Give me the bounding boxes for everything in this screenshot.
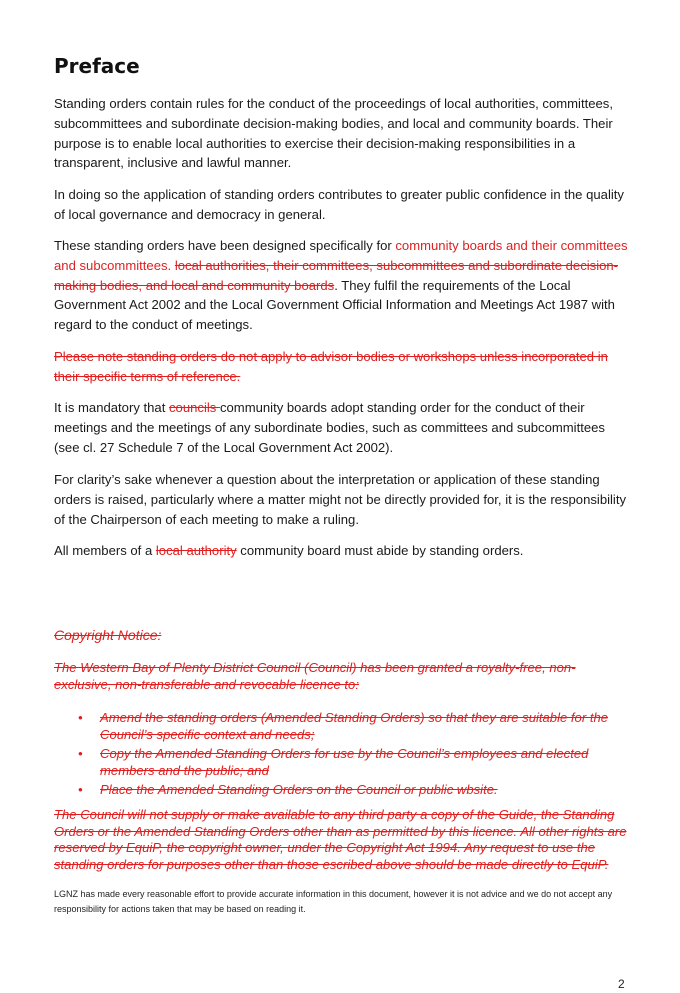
paragraph-7 (54, 541, 629, 561)
page-number: 2 (618, 977, 625, 991)
bullet-icon: • (78, 746, 83, 761)
paragraph-3 (54, 236, 629, 335)
paragraph-4-deleted: Please note standing orders do not apply to advisor bodies or workshops unless incorporated in their specific terms of reference. (54, 349, 608, 384)
p7-text-c: community board must abide by standing orders. (236, 543, 524, 558)
copyright-intro: The Western Bay of Plenty District Council (Council) has been granted a royalty-free, non-exclusive, non-transferable and revocable licence to: (54, 660, 576, 692)
paragraph-6: For clarity’s sake whenever a question about the interpretation or application of these standing orders is raised, particularly where a matter might not be directly provided for, it is the responsibility of the Chairperson of each meeting to make a ruling. (54, 472, 627, 527)
p5-text-c: community boards adopt standing order for the conduct of their meetings and the meetings of any subordinate bodies, such as committees and subcommittees (see cl. 27 Schedule 7 of the Local Government Act 2002). (54, 400, 605, 455)
p7-text-a: All members of a (54, 543, 156, 558)
paragraph-2: In doing so the application of standing orders contributes to greater public confidence in the quality of local governance and democracy in general. (54, 187, 624, 222)
list-item-text: Amend the standing orders (Amended Standing Orders) so that they are suitable for the Council’s specific context and needs; (100, 710, 609, 742)
p5-text-a: It is mandatory that (54, 400, 169, 415)
copyright-heading: Copyright Notice: (54, 627, 162, 643)
list-item (54, 782, 629, 799)
p7-deletion: local authority (155, 543, 237, 558)
p3-insertion: community boards and their committees and subcommittees. (54, 238, 628, 273)
disclaimer: LGNZ has made every reasonable effort to provide accurate information in this document, however it is not advice and we do not accept any responsibility for actions taken that may be based on reading it. (54, 889, 613, 914)
bullet-icon: • (78, 710, 83, 725)
list-item (54, 710, 629, 743)
p3-text-a: These standing orders have been designed specifically for (54, 238, 396, 253)
p3-text-e: . They fulfil the requirements of the Local Government Act 2002 and the Local Government Official Information and Meetings Act 1987 with regard to the conduct of meetings. (54, 277, 615, 333)
copyright-list (54, 710, 629, 802)
list-item (54, 746, 629, 779)
paragraph-1: Standing orders contain rules for the conduct of the proceedings of local authorities, committees, subcommittees and subordinate decision-making bodies, and local and community boards. Their purpose is to enable local authorities to exercise their decision-making responsibilities in a transparent, inclusive and lawful manner. (54, 96, 613, 171)
list-item-text: Copy the Amended Standing Orders for use by the Council’s employees and elected members and the public; and (100, 746, 589, 778)
page-title: Preface (54, 54, 140, 78)
list-item-text: Place the Amended Standing Orders on the Council or public wbsite. (100, 782, 498, 797)
p5-deletion: councils (169, 400, 220, 415)
p3-deletion: local authorities, their committees, subcommittees and subordinate decision-making bodies, and local and community boards (54, 257, 619, 293)
bullet-icon: • (78, 782, 83, 797)
copyright-closing: The Council will not supply or make available to any third party a copy of the Guide, the Standing Orders or the Amended Standing Orders other than as permitted by this licence. All other rights are reserved by EquiP, the copyright owner, under the Copyright Act 1994. Any request to use the standing orders for purposes other than those escribed above should be made directly to EquiP. (54, 807, 627, 872)
paragraph-5 (54, 398, 629, 457)
